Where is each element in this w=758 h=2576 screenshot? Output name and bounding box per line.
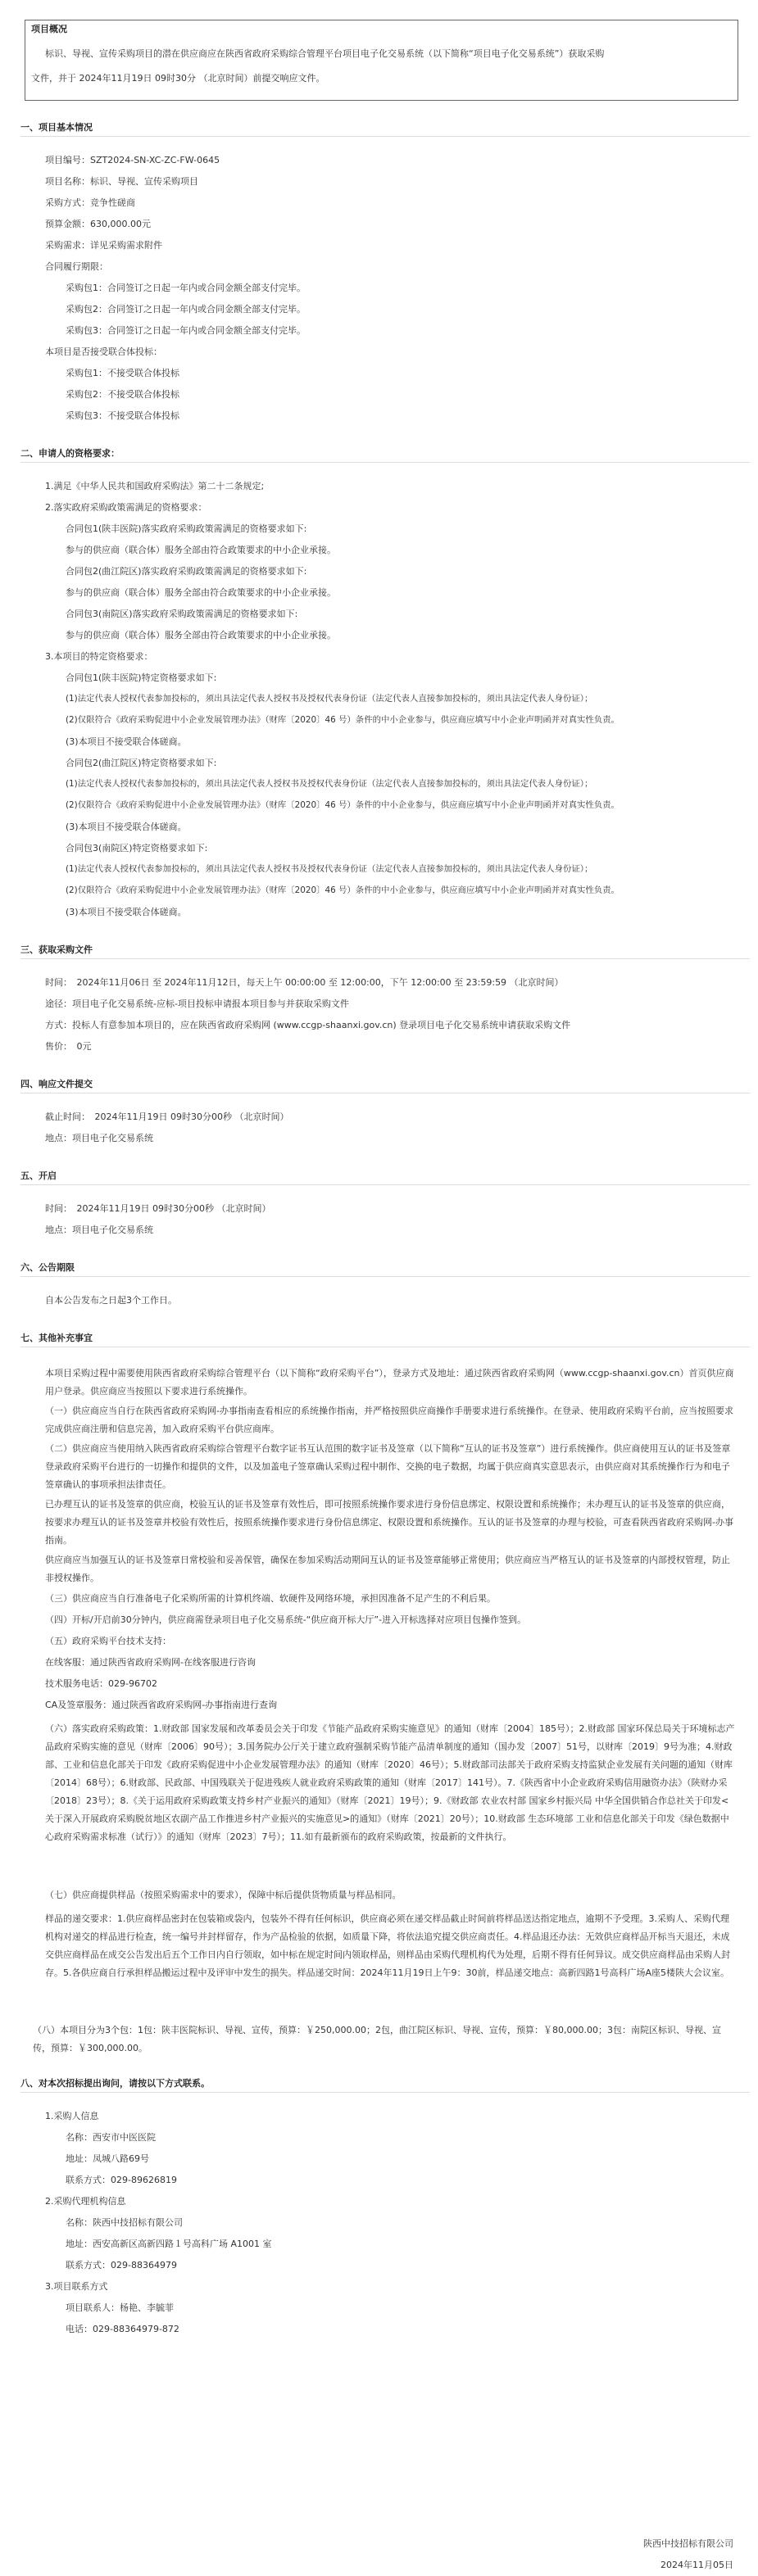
contact-item: 地址：凤城八路69号 bbox=[66, 2153, 149, 2164]
overview-box bbox=[25, 20, 738, 101]
contact-heading: 2.采购代理机构信息 bbox=[45, 2196, 126, 2207]
requirement: 1.满足《中华人民共和国政府采购法》第二十二条规定; bbox=[45, 481, 265, 491]
requirement: 合同包3(南院区)落实政府采购政策需满足的资格要求如下: bbox=[66, 609, 298, 619]
term-item: 采购包1：合同签订之日起一年内或合同金额全部支付完毕。 bbox=[66, 283, 306, 293]
contact-item: 项目联系人：杨艳、李毓菲 bbox=[66, 2302, 174, 2313]
divider bbox=[20, 2092, 750, 2093]
paragraph: 供应商应当加强互认的证书及签章日常校验和妥善保管，确保在参加采购活动期间互认的证书及签章能够正常使用；供应商应当严格互认的证书及签章的内部授权管理，防止非授权操作。 bbox=[45, 1555, 730, 1583]
term-title: 合同履行期限： bbox=[45, 261, 108, 272]
paragraph: CA及签章服务：通过陕西省政府采购网-办事指南进行查询 bbox=[45, 1700, 278, 1710]
requirement: 合同包2(曲江院区)落实政府采购政策需满足的资格要求如下: bbox=[66, 566, 307, 577]
requirement: (2)仅限符合《政府采购促进中小企业发展管理办法》（财库〔2020〕46 号）条件的中小企业参与，供应商应填写中小企业声明函并对真实性负责。 bbox=[66, 885, 620, 895]
section-title: 三、获取采购文件 bbox=[20, 944, 93, 955]
paragraph: （三）供应商应当自行准备电子化采购所需的计算机终端、软硬件及网络环境，承担因准备不足产生的不利后果。 bbox=[45, 1593, 496, 1604]
contact-item: 地址：西安高新区高新四路１号高科广场 A1001 室 bbox=[66, 2239, 272, 2249]
requirement: (2)仅限符合《政府采购促进中小企业发展管理办法》（财库〔2020〕46 号）条件的中小企业参与，供应商应填写中小企业声明函并对真实性负责。 bbox=[66, 715, 620, 725]
paragraph: （六）落实政府采购政策：1.财政部 国家发展和改革委员会关于印发《节能产品政府采购实施意见》的通知（财库〔2004〕185号）；2.财政部 国家环保总局关于环境标志产品政府采购实施的意见（财库〔2006〕90号）；3.国务院办公厅关于建立政府强制采购节能产品清单制度的通知（国办发〔2007〕51号，以财库〔2019〕9号为准；4.财政部、工业和信息化部关于印发《政府采购促进中小企业发展管理办法》的通知（财库〔2020〕46号）；5.财政部司法部关于政府采购支持监狱企业发展有关问题的通知（财库〔2014〕68号）；6.财政部、民政部、中国残联关于促进残疾人就业政府采购政策的通知（财库〔2017〕141号）。7.《陕西省中小企业政府采购信用融资办法》（陕财办采〔2018〕23号）；8.《关于运用政府采购政策支持乡村产业振兴的通知》（财库〔2021〕19号）；9.《财政部 农业农村部 国家乡村振兴局 中华全国供销合作总社关于印发<关于深入开展政府采购脱贫地区农副产品工作推进乡村产业振兴的实施意见>的通知》（财库〔2021〕20号）；10.财政部 生态环境部 工业和信息化部关于印发《绿色数据中心政府采购需求标准（试行）》的通知（财库〔2023〕7号）；11.如有最新颁布的政府采购政策，按最新的文件执行。 bbox=[45, 1723, 735, 1842]
overview-title: 项目概况 bbox=[31, 24, 67, 34]
paragraph: 在线客服：通过陕西省政府采购网-在线客服进行咨询 bbox=[45, 1657, 256, 1668]
requirement: (1)法定代表人授权代表参加投标的，须出具法定代表人授权书及授权代表身份证（法定代表人直接参加投标的，须出具法定代表人身份证）； bbox=[66, 864, 593, 874]
requirement: (3)本项目不接受联合体磋商。 bbox=[66, 907, 187, 917]
open-place: 地点：项目电子化交易系统 bbox=[45, 1225, 153, 1235]
requirement: 2.落实政府采购政策需满足的资格要求： bbox=[45, 502, 207, 513]
contact-item: 联系方式：029-88364979 bbox=[66, 2260, 177, 2270]
section-title: 六、公告期限 bbox=[20, 1262, 75, 1273]
requirement: 合同包2(曲江院区)特定资格要求如下: bbox=[66, 758, 217, 768]
paragraph: 本项目采购过程中需要使用陕西省政府采购综合管理平台（以下简称“政府采购平台”），登录方式及地址：通过陕西省政府采购网（www.ccgp-shaanxi.gov.cn）首页供应商用户登录。供应商应当按照以下要求进行系统操作。 bbox=[45, 1368, 734, 1397]
get-place: 途径：项目电子化交易系统-应标-项目投标申请报本项目参与并获取采购文件 bbox=[45, 998, 349, 1009]
section-title: 五、开启 bbox=[20, 1170, 57, 1181]
paragraph: 技术服务电话：029-96702 bbox=[45, 1678, 157, 1689]
requirement: 参与的供应商（联合体）服务全部由符合政策要求的中小企业承接。 bbox=[66, 630, 336, 641]
signature-date: 2024年11月05日 bbox=[660, 2560, 733, 2570]
paragraph: （七）供应商提供样品（按照采购需求中的要求），保障中标后提供货物质量与样品相同。 bbox=[45, 1890, 402, 1900]
overview-text: 标识、导视、宣传采购项目的潜在供应商应在陕西省政府采购综合管理平台项目电子化交易系统（以下简称“项目电子化交易系统”）获取采购 bbox=[45, 48, 605, 59]
requirement: (1)法定代表人授权代表参加投标的，须出具法定代表人授权书及授权代表身份证（法定代表人直接参加投标的，须出具法定代表人身份证）； bbox=[66, 694, 593, 704]
section-title: 二、申请人的资格要求： bbox=[20, 448, 120, 459]
requirement: 参与的供应商（联合体）服务全部由符合政策要求的中小企业承接。 bbox=[66, 587, 336, 598]
paragraph: （一）供应商应当自行在陕西省政府采购网-办事指南查看相应的系统操作指南，并严格按照供应商操作手册要求进行系统操作。在登录、使用政府采购平台前，应当按照要求完成供应商注册和信息完善，加入政府采购平台供应商库。 bbox=[45, 1406, 733, 1434]
get-time: 时间： 2024年11月06日 至 2024年11月12日，每天上午 00:00:00 至 12:00:00，下午 12:00:00 至 23:59:59 （北京时间） bbox=[45, 977, 564, 988]
requirement: 合同包1(陕丰医院)落实政府采购政策需满足的资格要求如下: bbox=[66, 523, 307, 534]
paragraph: 已办理互认的证书及签章的供应商，校验互认的证书及签章有效性后，即可按照系统操作要求进行身份信息绑定、权限设置和系统操作；未办理互认的证书及签章的供应商，按要求办理互认的证书及签章并校验有效性后，按照系统操作要求进行身份信息绑定、权限设置和系统操作。互认的证书及签章的办理与校验，可查看陕西省政府采购网-办事指南。 bbox=[45, 1499, 733, 1546]
submit-deadline: 截止时间： 2024年11月19日 09时30分00秒 （北京时间） bbox=[45, 1111, 289, 1122]
divider bbox=[20, 1276, 750, 1277]
project-name: 项目名称：标识、导视、宣传采购项目 bbox=[45, 176, 198, 187]
divider bbox=[20, 1184, 750, 1185]
divider bbox=[20, 958, 750, 959]
requirement: (2)仅限符合《政府采购促进中小企业发展管理办法》（财库〔2020〕46 号）条件的中小企业参与，供应商应填写中小企业声明函并对真实性负责。 bbox=[66, 800, 620, 810]
contact-item: 名称：西安市中医医院 bbox=[66, 2132, 156, 2143]
contact-item: 名称：陕西中技招标有限公司 bbox=[66, 2217, 183, 2228]
get-price: 售价： 0元 bbox=[45, 1041, 92, 1052]
needs: 采购需求：详见采购需求附件 bbox=[45, 240, 162, 251]
section-title: 八、对本次招标提出询问，请按以下方式联系。 bbox=[20, 2078, 210, 2089]
section-title: 四、响应文件提交 bbox=[20, 1079, 93, 1089]
consortium-title: 本项目是否接受联合体投标： bbox=[45, 346, 162, 357]
term-item: 采购包2：合同签订之日起一年内或合同金额全部支付完毕。 bbox=[66, 304, 306, 315]
paragraph: 样品的递交要求：1.供应商样品密封在包装箱或袋内，包装外不得有任何标识，供应商必须在递交样品截止时间前将样品送达指定地点，逾期不予受理。3.采购人、采购代理机构对递交的样品进行检查，统一编号并封样留存，作为产品检验的依据，如质量下降，将依法追究提交供应商责任。4.样品退还办法：无效供应商样品开标当天退还，未成交供应商样品在成交公告发出后五个工作日内自行领取，如中标在规定时间内领取样品，则样品由采购代理机构代为处理，后期不得有任何异议。成交供应商样品由采购人封存。5.各供应商自行承担样品搬运过程中及评审中发生的损失。样品递交时间：2024年11月19日上午9：30前，样品递交地点：高新四路1号高科广场A座5楼陕大会议室。 bbox=[45, 1913, 730, 1978]
purchase-method: 采购方式：竞争性磋商 bbox=[45, 197, 135, 208]
consortium-item: 采购包3：不接受联合体投标 bbox=[66, 410, 179, 421]
divider bbox=[20, 136, 750, 137]
paragraph: （四）开标/开启前30分钟内，供应商需登录项目电子化交易系统-“供应商开标大厅”-进入开标选择对应项目包操作签到。 bbox=[45, 1614, 527, 1625]
requirement: 合同包3(南院区)特定资格要求如下: bbox=[66, 843, 208, 853]
divider bbox=[20, 462, 750, 463]
requirement: (1)法定代表人授权代表参加投标的，须出具法定代表人授权书及授权代表身份证（法定代表人直接参加投标的，须出具法定代表人身份证）； bbox=[66, 779, 593, 789]
open-time: 时间： 2024年11月19日 09时30分00秒 （北京时间） bbox=[45, 1203, 271, 1214]
section-title: 七、其他补充事宜 bbox=[20, 1333, 93, 1343]
notice-period: 自本公告发布之日起3个工作日。 bbox=[45, 1295, 177, 1306]
contact-heading: 1.采购人信息 bbox=[45, 2111, 99, 2121]
requirement: 3.本项目的特定资格要求： bbox=[45, 651, 153, 662]
term-item: 采购包3：合同签订之日起一年内或合同金额全部支付完毕。 bbox=[66, 325, 306, 336]
paragraph: （五）政府采购平台技术支持： bbox=[45, 1636, 171, 1646]
consortium-item: 采购包1：不接受联合体投标 bbox=[66, 368, 179, 378]
paragraph: （二）供应商应当使用纳入陕西省政府采购综合管理平台数字证书互认范围的数字证书及签章（以下简称“互认的证书及签章”）进行系统操作。供应商使用互认的证书及签章登录政府采购平台进行的一切操作和提供的文件，以及加盖电子签章确认采购过程中制作、交换的电子数据，均属于供应商真实意思表示，由供应商对其系统操作行为和电子签章确认的事项承担法律责任。 bbox=[45, 1443, 731, 1490]
submit-place: 地点：项目电子化交易系统 bbox=[45, 1133, 153, 1143]
contact-item: 联系方式：029-89626819 bbox=[66, 2175, 177, 2185]
budget: 预算金额：630,000.00元 bbox=[45, 219, 151, 229]
paragraph: （八）本项目分为3个包：1包：陕丰医院标识、导视、宣传，预算：￥250,000.00；2包，曲江院区标识、导视、宣传，预算：￥80,000.00；3包：南院区标识、导视、宣传，预算：￥300,000.00。 bbox=[33, 2025, 721, 2053]
requirement: 参与的供应商（联合体）服务全部由符合政策要求的中小企业承接。 bbox=[66, 545, 336, 555]
requirement: (3)本项目不接受联合体磋商。 bbox=[66, 822, 187, 832]
section-title: 一、项目基本情况 bbox=[20, 122, 93, 133]
requirement: (3)本项目不接受联合体磋商。 bbox=[66, 736, 187, 747]
overview-text: 文件，并于 2024年11月19日 09时30分 （北京时间）前提交响应文件。 bbox=[31, 73, 325, 84]
consortium-item: 采购包2：不接受联合体投标 bbox=[66, 389, 179, 400]
contact-item: 电话：029-88364979-872 bbox=[66, 2324, 179, 2334]
project-no: 项目编号：SZT2024-SN-XC-ZC-FW-0645 bbox=[45, 155, 220, 165]
get-way: 方式：投标人有意参加本项目的，应在陕西省政府采购网 (www.ccgp-shaanxi.gov.cn) 登录项目电子化交易系统申请获取采购文件 bbox=[45, 1020, 571, 1030]
signature-company: 陕西中技招标有限公司 bbox=[643, 2538, 733, 2549]
requirement: 合同包1(陕丰医院)特定资格要求如下: bbox=[66, 672, 217, 683]
contact-heading: 3.项目联系方式 bbox=[45, 2281, 108, 2292]
